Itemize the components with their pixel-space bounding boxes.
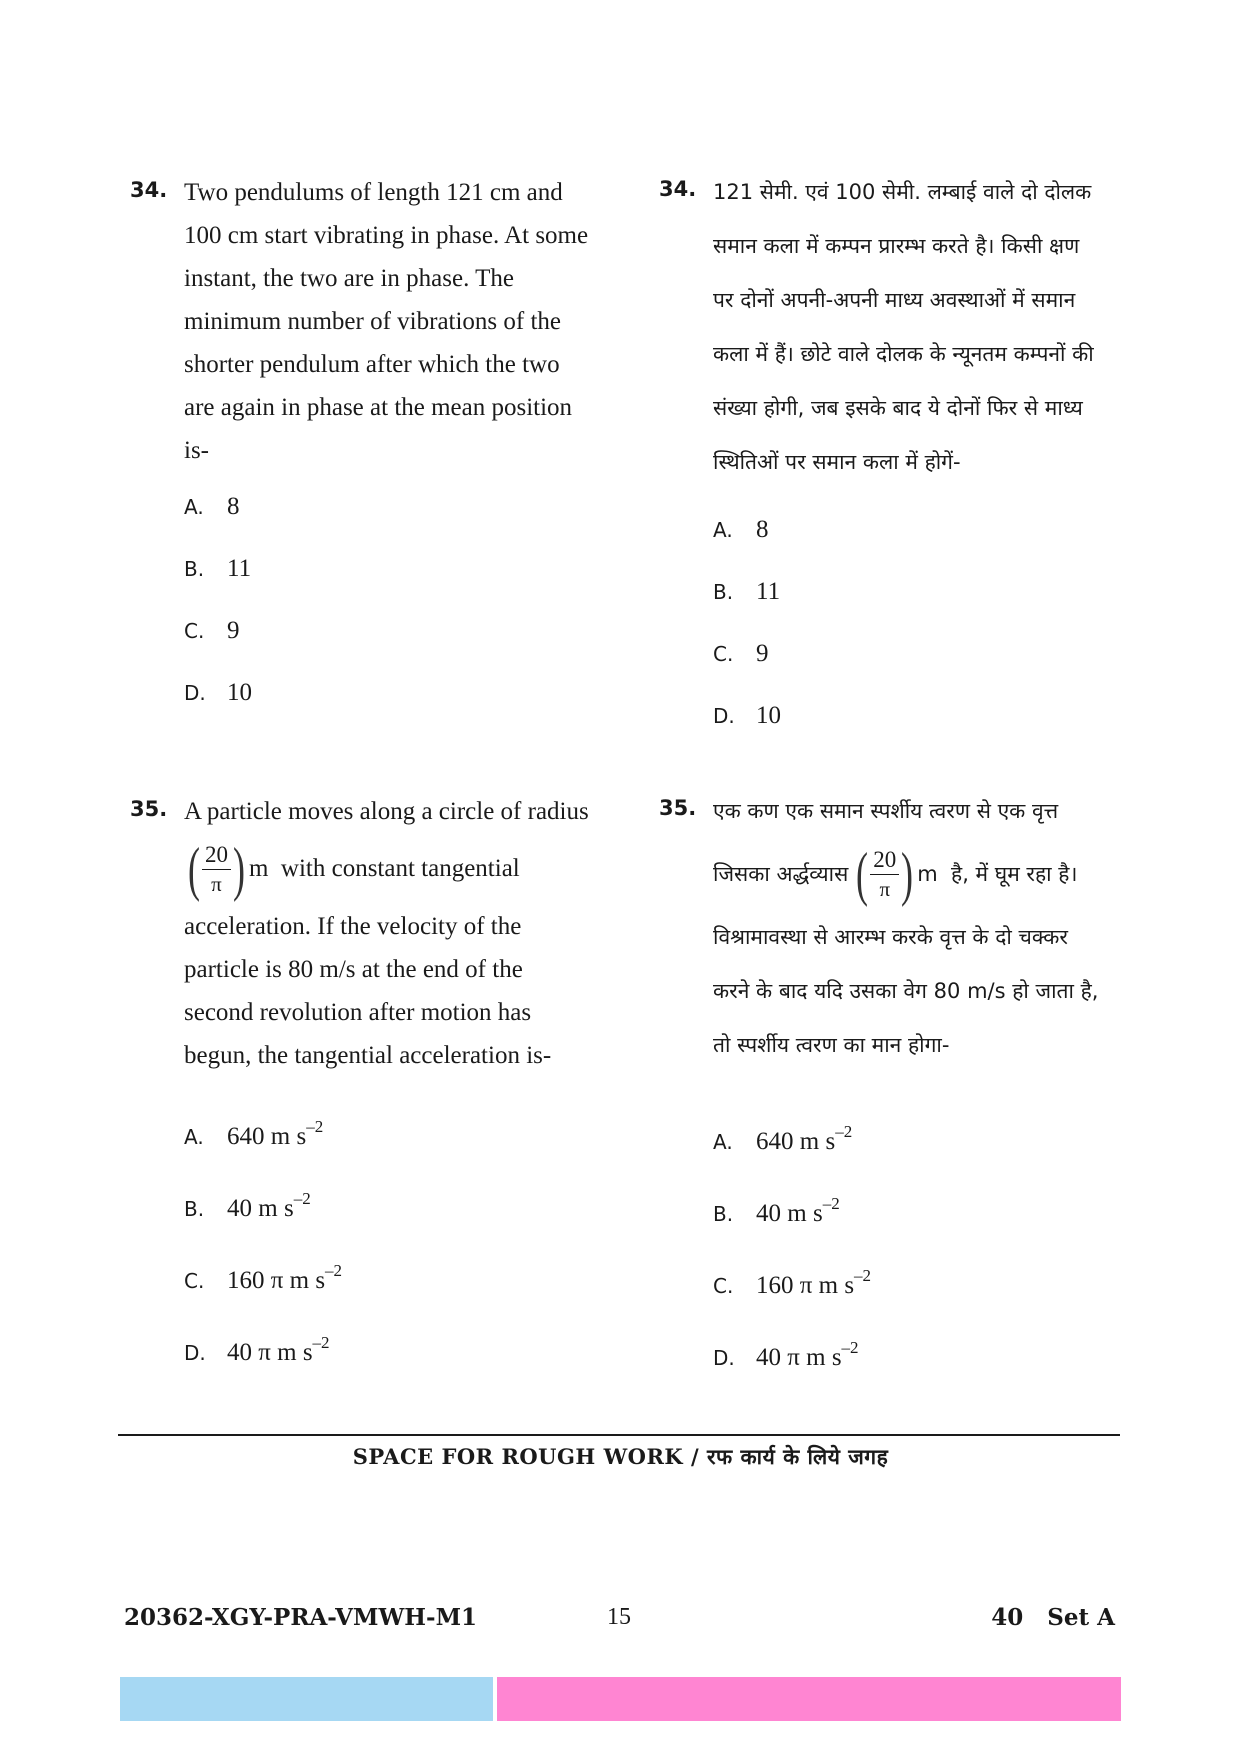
option-c[interactable] — [713, 1261, 872, 1299]
option-exponent: –2 — [835, 1122, 853, 1141]
radius-expression — [713, 838, 1159, 910]
option-value: 10 — [756, 702, 781, 729]
question-text-line: संख्या होगी, जब इसके बाद ये दोनों फिर से माध्य — [713, 396, 1083, 420]
option-d[interactable] — [184, 1328, 330, 1366]
right-paren: ) — [901, 841, 914, 907]
right-paren: ) — [232, 836, 245, 902]
question-text-line: समान कला में कम्पन प्रारम्भ करते है। किसी क्षण — [713, 234, 1080, 258]
question-34-hindi — [659, 165, 1159, 729]
option-value: 8 — [227, 493, 240, 520]
option-value: 40 π m s — [756, 1344, 842, 1371]
option-value: 40 π m s — [227, 1339, 313, 1366]
question-number: 35. — [130, 797, 168, 821]
option-a[interactable] — [713, 1117, 853, 1155]
option-letter: A. — [184, 495, 204, 519]
option-value: 11 — [227, 555, 252, 582]
question-text-line: पर दोनों अपनी-अपनी माध्य अवस्थाओं में समान — [713, 288, 1076, 312]
option-value: 160 π m s — [756, 1272, 855, 1299]
question-text-line: begun, the tangential acceleration is- — [184, 1042, 552, 1069]
question-text-line: Two pendulums of length 121 cm and — [184, 179, 563, 206]
question-text-line: are again in phase at the mean position — [184, 394, 573, 421]
fraction — [202, 842, 231, 897]
fraction-denominator: π — [211, 871, 222, 896]
radius-expression — [184, 833, 630, 905]
option-letter: A. — [713, 518, 733, 542]
option-value: 40 m s — [756, 1200, 823, 1227]
option-letter: D. — [184, 681, 206, 705]
question-text-line: A particle moves along a circle of radius — [184, 798, 589, 825]
option-letter: B. — [713, 580, 734, 604]
fraction-denominator: π — [879, 876, 891, 901]
question-number: 34. — [130, 178, 168, 202]
option-c[interactable] — [713, 639, 769, 669]
option-value: 9 — [756, 640, 769, 667]
option-exponent: –2 — [293, 1189, 311, 1208]
option-value: 8 — [756, 516, 769, 543]
question-text-line: instant, the two are in phase. The — [184, 265, 515, 292]
left-paren: ( — [187, 836, 200, 902]
option-d[interactable] — [713, 701, 781, 731]
option-letter: A. — [713, 1130, 733, 1154]
footer-bar-blue — [120, 1677, 493, 1721]
option-b[interactable] — [713, 577, 780, 607]
rough-work-divider — [118, 1434, 1120, 1436]
left-paren: ( — [856, 841, 869, 907]
option-letter: D. — [713, 704, 735, 728]
question-text-line: is- — [184, 437, 209, 464]
option-c[interactable] — [184, 616, 240, 646]
question-text-line: एक कण एक समान स्पर्शीय त्वरण से एक वृत्त — [713, 799, 1059, 823]
option-d[interactable] — [713, 1333, 859, 1371]
question-text-inline: m है, में घूम रहा है। — [917, 862, 1078, 886]
option-letter: C. — [713, 642, 734, 666]
option-b[interactable] — [184, 1184, 311, 1222]
option-exponent: –2 — [822, 1194, 840, 1213]
option-value: 10 — [227, 679, 252, 706]
question-number: 35. — [659, 796, 697, 820]
question-34-english — [130, 171, 630, 706]
fraction-numerator: 20 — [870, 847, 899, 875]
rough-work-heading: SPACE FOR ROUGH WORK / रफ कार्य के लिये जगह — [352, 1444, 889, 1469]
option-letter: B. — [713, 1202, 734, 1226]
footer-bar-pink — [497, 1677, 1121, 1721]
option-letter: D. — [184, 1341, 206, 1365]
option-value: 160 π m s — [227, 1267, 326, 1294]
question-text-inline: m with constant tangential — [248, 855, 520, 882]
option-letter: B. — [184, 557, 205, 581]
option-value: 640 m s — [756, 1128, 836, 1155]
option-exponent: –2 — [312, 1333, 330, 1352]
option-a[interactable] — [184, 1112, 324, 1150]
question-text-line: विश्रामावस्था से आरम्भ करके वृत्त के दो चक्कर — [713, 925, 1068, 949]
question-text-line: स्थितिओं पर समान कला में होगें- — [713, 450, 961, 474]
question-text-line: minimum number of vibrations of the — [184, 308, 562, 335]
option-letter: A. — [184, 1125, 204, 1149]
option-letter: C. — [713, 1274, 734, 1298]
question-text-line: acceleration. If the velocity of the — [184, 913, 522, 940]
option-letter: C. — [184, 1269, 205, 1293]
fraction-numerator: 20 — [202, 842, 231, 870]
option-letter: B. — [184, 1197, 205, 1221]
question-text-line: second revolution after motion has — [184, 999, 532, 1026]
option-value: 9 — [227, 617, 240, 644]
option-exponent: –2 — [325, 1261, 343, 1280]
question-text-line: 121 सेमी. एवं 100 सेमी. लम्बाई वाले दो दोलक — [713, 180, 1092, 204]
fraction — [870, 847, 899, 902]
option-letter: C. — [184, 619, 205, 643]
question-text-line: तो स्पर्शीय त्वरण का मान होगा- — [713, 1033, 950, 1057]
set-label: 40 Set A — [991, 1604, 1115, 1631]
booklet-code: 20362-XGY-PRA-VMWH-M1 — [124, 1604, 478, 1631]
option-d[interactable] — [184, 678, 252, 708]
question-35-hindi — [659, 784, 1159, 1371]
option-a[interactable] — [713, 515, 769, 545]
question-text-line: कला में हैं। छोटे वाले दोलक के न्यूनतम कम्पनों की — [713, 342, 1094, 366]
option-b[interactable] — [713, 1189, 840, 1227]
option-value: 40 m s — [227, 1195, 294, 1222]
page-number: 15 — [607, 1604, 631, 1630]
question-number: 34. — [659, 177, 697, 201]
option-value: 11 — [756, 578, 781, 605]
option-exponent: –2 — [306, 1117, 324, 1136]
question-text-line: particle is 80 m/s at the end of the — [184, 956, 523, 983]
option-exponent: –2 — [841, 1338, 859, 1357]
option-a[interactable] — [184, 492, 240, 522]
question-text-line: shorter pendulum after which the two — [184, 351, 560, 378]
option-letter: D. — [713, 1346, 735, 1370]
question-text-line: करने के बाद यदि उसका वेग 80 m/s हो जाता है, — [713, 979, 1099, 1003]
question-35-english — [130, 790, 630, 1366]
option-c[interactable] — [184, 1256, 343, 1294]
question-text-inline: जिसका अर्द्धव्यास — [713, 862, 849, 886]
option-b[interactable] — [184, 554, 251, 584]
option-exponent: –2 — [854, 1266, 872, 1285]
question-text-line: 100 cm start vibrating in phase. At some — [184, 222, 589, 249]
option-value: 640 m s — [227, 1123, 307, 1150]
